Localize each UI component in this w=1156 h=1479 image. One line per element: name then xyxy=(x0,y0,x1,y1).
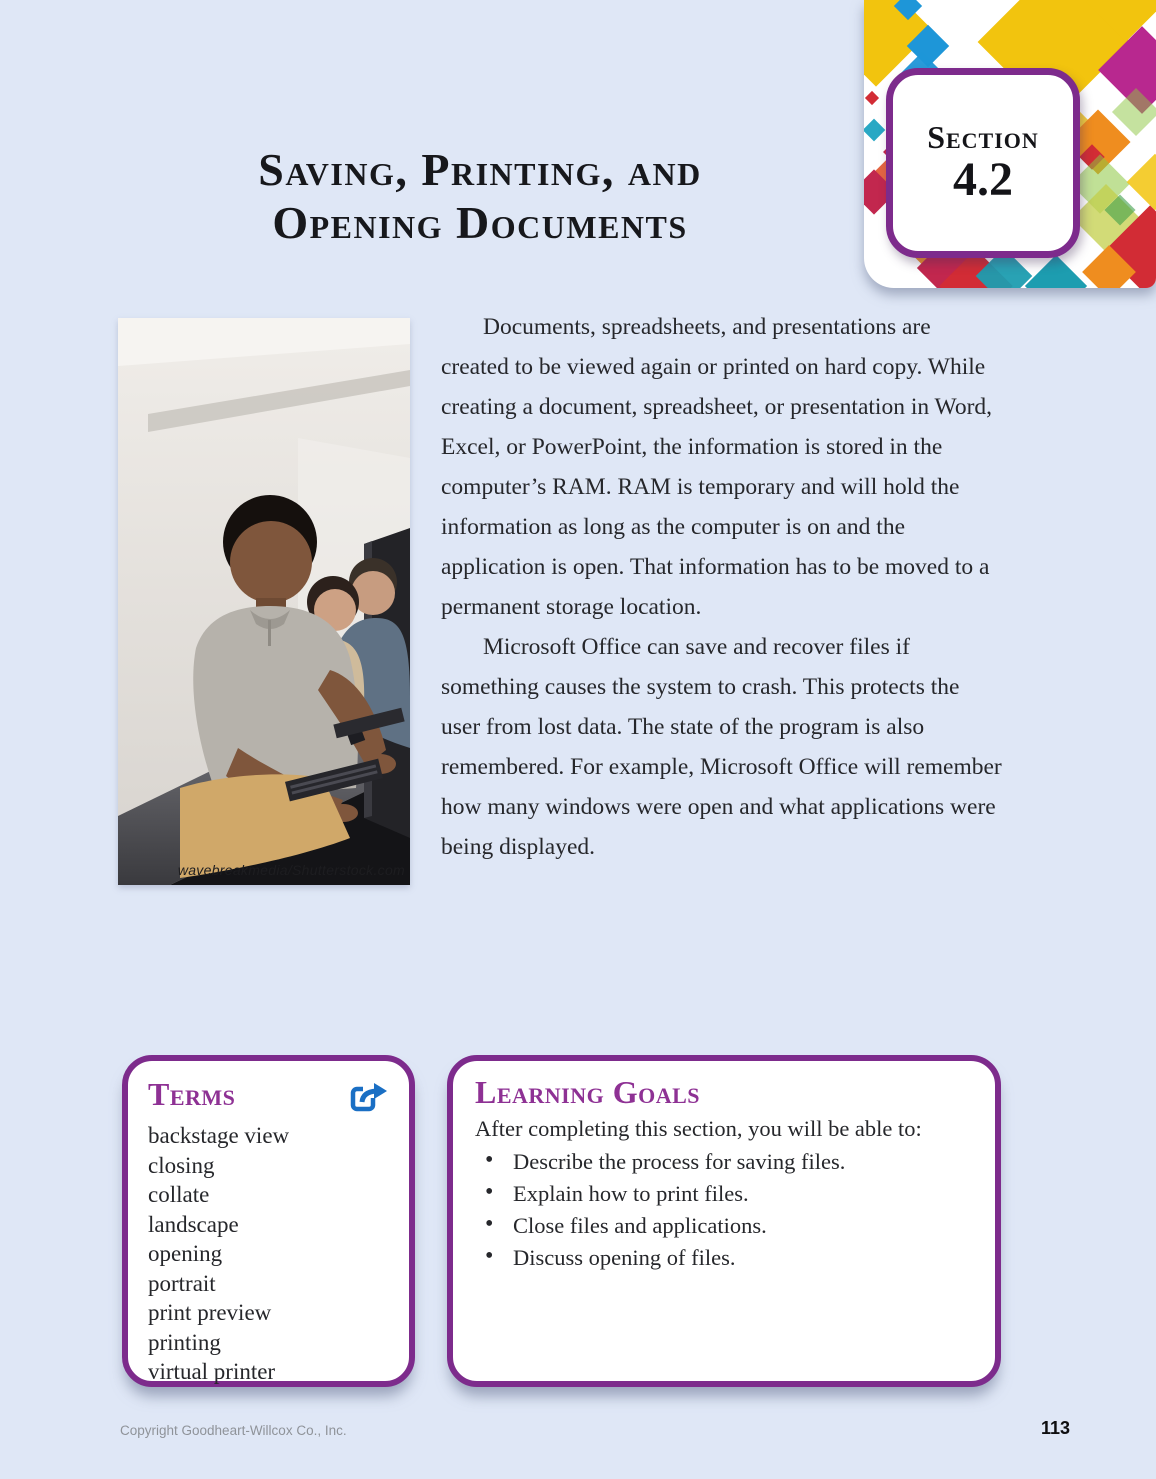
term-item: printing xyxy=(148,1329,221,1355)
term-item: virtual printer xyxy=(148,1359,276,1384)
term-item: opening xyxy=(148,1241,223,1266)
learning-goals-intro: After completing this section, you will be able to: xyxy=(475,1116,922,1141)
section-corner-panel xyxy=(864,0,1156,288)
external-link-icon[interactable] xyxy=(347,1079,389,1117)
body-text xyxy=(441,307,1003,867)
learning-goals-title: Learning Goals xyxy=(475,1074,701,1110)
photo-credit: wavebreakmedia/Shutterstock.com xyxy=(177,862,405,878)
body-paragraph: Documents, spreadsheets, and presentations are created to be viewed again or printed on hard copy. While creating a document, spreadsheet, or presentation in Word, Excel, or PowerPoint, the information is stored in the computer’s RAM. RAM is temporary and will hold the information as long as the computer is on and the application is open. That information has to be moved to a permanent storage location. xyxy=(441,314,993,620)
terms-header xyxy=(148,1075,393,1117)
terms-list xyxy=(148,1121,393,1387)
section-number: 4.2 xyxy=(953,153,1013,206)
term-item: portrait xyxy=(148,1270,216,1296)
body-paragraph: Microsoft Office can save and recover files if something causes the system to crash. This protects the user from lost data. The state of the program is also remembered. For example, Microsoft Office will remember how many windows were open and what applications were being displayed. xyxy=(441,634,1002,860)
page-number: 113 xyxy=(1040,1418,1070,1438)
term-item: print preview xyxy=(148,1300,272,1325)
learning-goal-item: • Close files and applications. xyxy=(475,1210,975,1241)
term-item: collate xyxy=(148,1182,210,1207)
learning-goal-item: • Discuss opening of files. xyxy=(475,1242,975,1273)
page-title-line2: Opening Documents xyxy=(272,196,688,248)
classroom-photo xyxy=(118,318,410,885)
learning-goal-item: • Describe the process for saving files. xyxy=(475,1146,975,1177)
page-title xyxy=(130,143,830,249)
page-title-line1: Saving, Printing, and xyxy=(258,143,702,195)
learning-goals-list xyxy=(475,1146,975,1273)
section-badge xyxy=(886,68,1080,258)
section-label: Section xyxy=(927,119,1039,155)
term-item: backstage view xyxy=(148,1123,290,1148)
learning-goal-item: • Explain how to print files. xyxy=(475,1178,975,1209)
terms-box xyxy=(122,1055,415,1387)
terms-title: Terms xyxy=(148,1076,236,1112)
copyright-notice: Copyright Goodheart-Willcox Co., Inc. xyxy=(120,1423,347,1438)
term-item: closing xyxy=(148,1152,215,1178)
learning-goals-box xyxy=(447,1055,1001,1387)
term-item: landscape xyxy=(148,1211,239,1237)
classroom-photo-illustration xyxy=(118,318,410,885)
